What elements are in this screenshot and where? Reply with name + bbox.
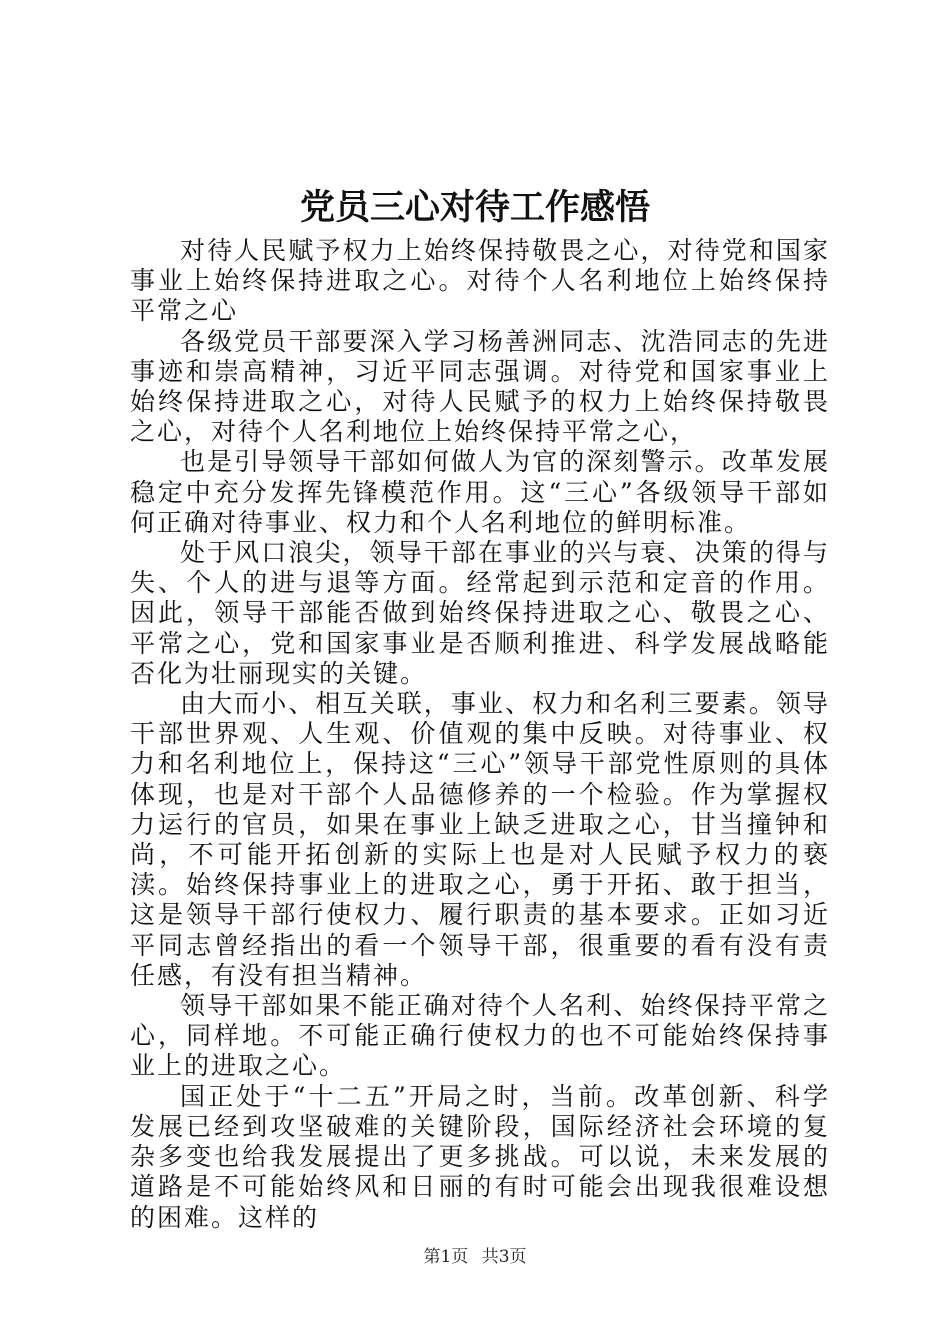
paragraph: 领导干部如果不能正确对待个人名利、始终保持平常之心，同样地。不可能正确行使权力的也不可能始终保持事业上的进取之心。 — [130, 991, 830, 1081]
paragraph: 各级党员干部要深入学习杨善洲同志、沈浩同志的先进事迹和崇高精神，习近平同志强调。对待党和国家事业上始终保持进取之心，对待人民赋予的权力上始终保持敬畏之心，对待个人名利地位上始终保持平常之心， — [130, 326, 830, 447]
page-number: 第1页 — [423, 1247, 469, 1267]
paragraph: 国正处于“十二五”开局之时，当前。改革创新、科学发展已经到攻坚破难的关键阶段，国际经济社会环境的复杂多变也给我发展提出了更多挑战。可以说，未来发展的道路是不可能始终风和日丽的有时可能会出现我很难设想的困难。这样的 — [130, 1081, 830, 1232]
paragraph: 也是引导领导干部如何做人为官的深刻警示。改革发展稳定中充分发挥先锋模范作用。这“三心”各级领导干部如何正确对待事业、权力和个人名利地位的鲜明标准。 — [130, 447, 830, 537]
paragraph: 由大而小、相互关联，事业、权力和名利三要素。领导干部世界观、人生观、价值观的集中反映。对待事业、权力和名利地位上，保持这“三心”领导干部党性原则的具体体现，也是对干部个人品德修养的一个检验。作为掌握权力运行的官员，如果在事业上缺乏进取之心，甘当撞钟和尚，不可能开拓创新的实际上也是对人民赋予权力的亵渎。始终保持事业上的进取之心，勇于开拓、敢于担当，这是领导干部行使权力、履行职责的基本要求。正如习近平同志曾经指出的看一个领导干部，很重要的看有没有责任感，有没有担当精神。 — [130, 689, 830, 990]
document-body — [130, 236, 830, 1233]
paragraph: 处于风口浪尖，领导干部在事业的兴与衰、决策的得与失、个人的进与退等方面。经常起到示范和定音的作用。因此，领导干部能否做到始终保持进取之心、敬畏之心、平常之心，党和国家事业是否顺利推进、科学发展战略能否化为壮丽现实的关键。 — [130, 538, 830, 688]
paragraph: 对待人民赋予权力上始终保持敬畏之心，对待党和国家事业上始终保持进取之心。对待个人名利地位上始终保持平常之心 — [130, 236, 830, 326]
document-title: 党员三心对待工作感悟 — [299, 187, 650, 228]
page-total: 共3页 — [481, 1247, 527, 1267]
page-footer — [0, 1242, 950, 1267]
